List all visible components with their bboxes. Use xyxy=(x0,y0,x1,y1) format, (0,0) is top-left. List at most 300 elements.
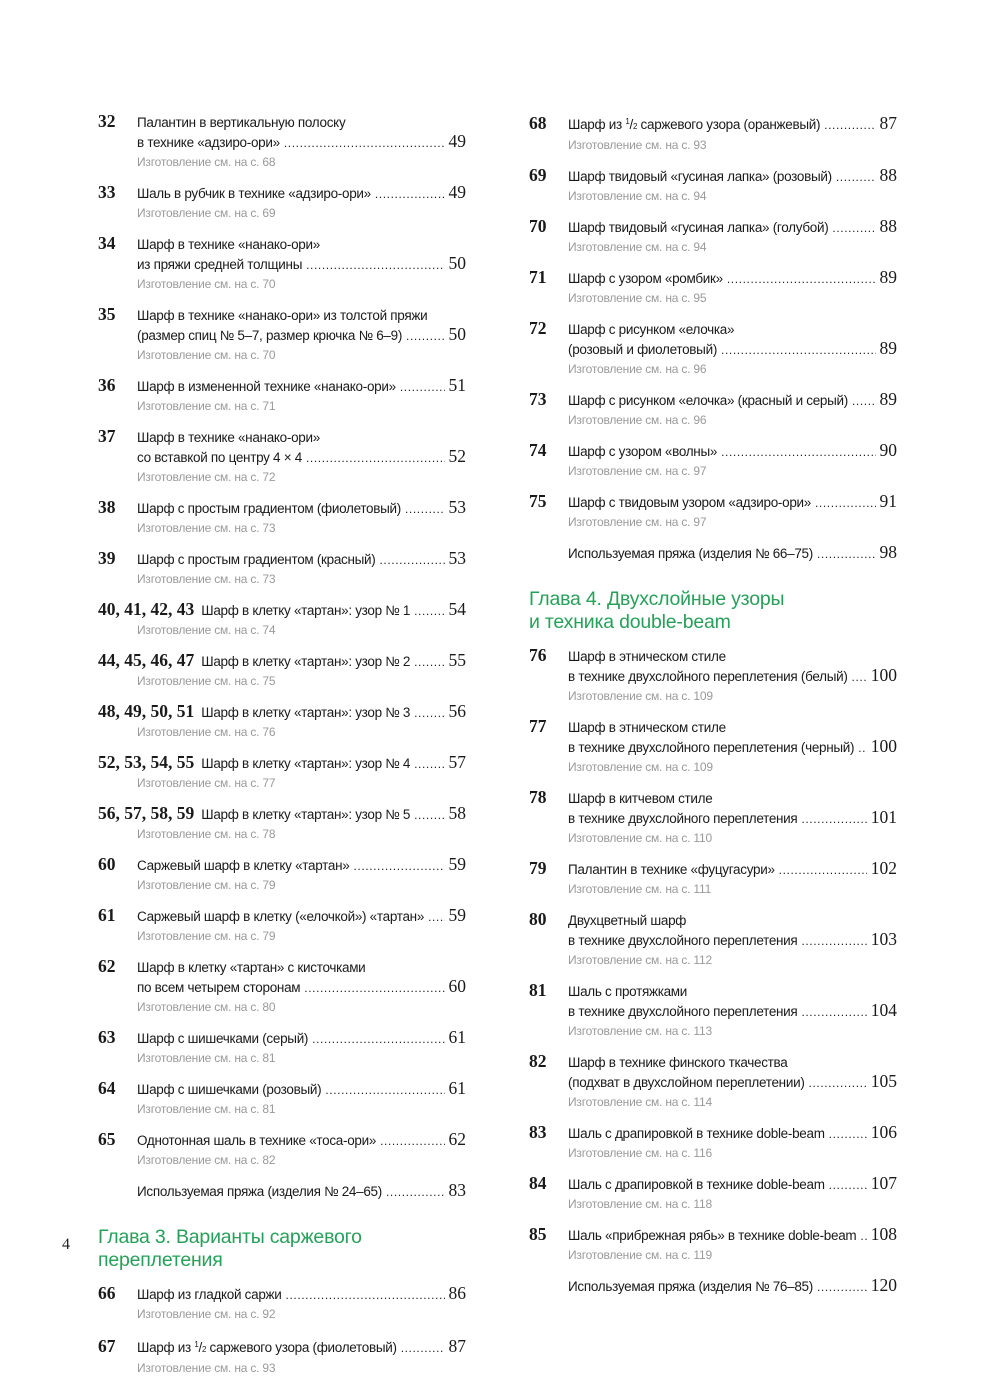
entry-title: Саржевый шарф в клетку «тартан» xyxy=(137,858,350,873)
entry-line xyxy=(529,808,897,829)
toc-entry-40 xyxy=(98,600,466,639)
page-number: 55 xyxy=(448,650,466,670)
entry-title: Шаль «прибрежная рябь» в технике doble-beam xyxy=(568,1228,857,1243)
entry-title: Шарф в технике «нанако-ори» xyxy=(137,237,320,252)
leader-dots xyxy=(286,1286,445,1305)
leader-dots xyxy=(721,443,875,462)
entry-line xyxy=(98,702,466,723)
production-reference: Изготовление см. на с. 73 xyxy=(137,572,276,586)
production-reference: Изготовление см. на с. 69 xyxy=(137,206,276,220)
entry-line xyxy=(529,319,897,339)
title-part: Шарф из xyxy=(568,117,626,132)
entry-line xyxy=(98,234,466,254)
production-reference: Изготовление см. на с. 109 xyxy=(568,760,713,774)
leader-dots xyxy=(852,668,867,687)
leader-dots xyxy=(414,704,444,723)
page-number: 87 xyxy=(879,113,897,133)
entry-number: 78 xyxy=(529,787,547,807)
entry-title: Шарф в измененной технике «нанако-ори» xyxy=(137,379,396,394)
leader-dots xyxy=(306,449,445,468)
leader-dots xyxy=(860,1227,866,1246)
page-number: 50 xyxy=(448,324,466,344)
leader-dots xyxy=(801,1003,866,1022)
toc-entry-85 xyxy=(529,1225,897,1264)
entry-title: Шарф с твидовым узором «адзиро-ори» xyxy=(568,495,811,510)
page-folio: 4 xyxy=(62,1236,70,1253)
production-reference: Изготовление см. на с. 79 xyxy=(137,878,276,892)
entry-number: 40, 41, 42, 43 xyxy=(98,599,195,619)
toc-entry-83 xyxy=(529,1123,897,1162)
entry-line xyxy=(98,1130,466,1151)
toc-entry-33 xyxy=(98,183,466,222)
entry-line xyxy=(98,804,466,825)
entry-title: (размер спиц № 5–7, размер крючка № 6–9) xyxy=(137,328,403,343)
entry-number: 82 xyxy=(529,1051,547,1071)
entry-title: из пряжи средней толщины xyxy=(137,257,303,272)
entry-number: 34 xyxy=(98,233,116,253)
entry-line xyxy=(98,376,466,397)
entry-number: 63 xyxy=(98,1027,116,1047)
leader-dots xyxy=(817,1278,867,1297)
page-number: 101 xyxy=(870,807,897,827)
entry-title: Шарф с простым градиентом (фиолетовый) xyxy=(137,501,401,516)
toc-entry-76 xyxy=(529,646,897,705)
entry-line xyxy=(98,498,466,519)
page-number: 91 xyxy=(879,491,897,511)
production-reference: Изготовление см. на с. 81 xyxy=(137,1102,276,1116)
toc-entry-77 xyxy=(529,717,897,776)
production-reference: Изготовление см. на с. 80 xyxy=(137,1000,276,1014)
entry-title xyxy=(568,112,820,136)
leader-dots xyxy=(380,1132,444,1151)
page-number: 100 xyxy=(870,665,897,685)
entry-number: 70 xyxy=(529,216,547,236)
entry-title: в технике двухслойного переплетения xyxy=(568,811,798,826)
toc-entry-79 xyxy=(529,859,897,898)
leader-dots xyxy=(304,979,444,998)
entry-number: 32 xyxy=(98,111,116,131)
production-reference: Изготовление см. на с. 75 xyxy=(137,674,276,688)
entry-line xyxy=(529,390,897,411)
leader-dots xyxy=(312,1030,444,1049)
fraction-numerator: 1 xyxy=(194,1340,199,1349)
entry-line xyxy=(98,855,466,876)
production-reference: Изготовление см. на с. 93 xyxy=(568,138,707,152)
entry-title: Шарф с рисунком «елочка» xyxy=(568,322,735,337)
production-reference: Изготовление см. на с. 70 xyxy=(137,277,276,291)
page-number: 86 xyxy=(448,1283,466,1303)
entry-line xyxy=(529,1052,897,1072)
chapter-3-heading xyxy=(98,1226,466,1272)
entry-number: 73 xyxy=(529,389,547,409)
entry-title: Саржевый шарф в клетку («елочкой») «тартан» xyxy=(137,909,425,924)
entry-line xyxy=(529,268,897,289)
toc-entry-66 xyxy=(98,1284,466,1323)
entry-title: Шарф в технике финского ткачества xyxy=(568,1055,788,1070)
production-reference: Изготовление см. на с. 68 xyxy=(137,155,276,169)
title-part: саржевого узора (фиолетовый) xyxy=(206,1340,397,1355)
entry-title: Шарф с узором «волны» xyxy=(568,444,718,459)
entry-line xyxy=(98,1079,466,1100)
production-reference: Изготовление см. на с. 96 xyxy=(568,362,707,376)
chapter-4-title-line-2: и техника double-beam xyxy=(529,611,731,633)
toc-entry-64 xyxy=(98,1079,466,1118)
entry-title: Шарф с рисунком «елочка» (красный и серый) xyxy=(568,393,848,408)
leader-dots xyxy=(386,1183,445,1202)
production-reference: Изготовление см. на с. 82 xyxy=(137,1153,276,1167)
page-number: 89 xyxy=(879,338,897,358)
entry-line xyxy=(529,1072,897,1093)
entry-number: 68 xyxy=(529,113,547,133)
toc-entry-37 xyxy=(98,427,466,486)
entry-line xyxy=(98,600,466,621)
toc-entry-84 xyxy=(529,1174,897,1213)
entry-line xyxy=(529,492,897,513)
production-reference: Изготовление см. на с. 97 xyxy=(568,464,707,478)
toc-entry-61 xyxy=(98,906,466,945)
toc-entry-60 xyxy=(98,855,466,894)
page-number: 103 xyxy=(870,929,897,949)
production-reference: Изготовление см. на с. 78 xyxy=(137,827,276,841)
entry-line xyxy=(529,166,897,187)
toc-entry-62 xyxy=(98,957,466,1016)
yarn-label: Используемая пряжа (изделия № 76–85) xyxy=(568,1279,813,1294)
page-number: 98 xyxy=(879,542,897,562)
production-reference: Изготовление см. на с. 92 xyxy=(137,1307,276,1321)
entry-title: Шаль с драпировкой в технике doble-beam xyxy=(568,1177,825,1192)
production-reference: Изготовление см. на с. 94 xyxy=(568,240,707,254)
toc-right-column xyxy=(529,112,897,1313)
entry-number: 56, 57, 58, 59 xyxy=(98,803,195,823)
fraction-slash: / xyxy=(629,117,633,132)
entry-number: 61 xyxy=(98,905,116,925)
page-number: 58 xyxy=(448,803,466,823)
toc-entry-74 xyxy=(529,441,897,480)
entry-title: (подхват в двухслойном переплетении) xyxy=(568,1075,805,1090)
entry-number: 44, 45, 46, 47 xyxy=(98,650,195,670)
entry-number: 81 xyxy=(529,980,547,1000)
leader-dots xyxy=(428,908,444,927)
leader-dots xyxy=(284,134,445,153)
page-number: 54 xyxy=(448,599,466,619)
leader-dots xyxy=(375,185,445,204)
toc-entry-69 xyxy=(529,166,897,205)
chapter-3-title-line-2: переплетения xyxy=(98,1249,223,1271)
toc-entry-75 xyxy=(529,492,897,531)
entry-title: Шаль с протяжками xyxy=(568,984,688,999)
toc-entry-56 xyxy=(98,804,466,843)
page-number: 107 xyxy=(870,1173,897,1193)
entry-line xyxy=(529,339,897,360)
toc-entry-67 xyxy=(98,1335,466,1377)
leader-dots xyxy=(414,602,444,621)
entry-number: 74 xyxy=(529,440,547,460)
production-reference: Изготовление см. на с. 116 xyxy=(568,1146,712,1160)
entry-title: в технике двухслойного переплетения xyxy=(568,933,798,948)
entry-title: в технике двухслойного переплетения (черный) xyxy=(568,740,855,755)
entry-line xyxy=(529,441,897,462)
entry-line xyxy=(529,717,897,737)
entry-title xyxy=(137,1335,397,1359)
entry-line xyxy=(529,1001,897,1022)
leader-dots xyxy=(824,116,875,135)
chapter-3-title-line-1: Глава 3. Варианты саржевого xyxy=(98,1226,362,1248)
leader-dots xyxy=(815,494,876,513)
entry-line xyxy=(98,1335,466,1359)
fraction-numerator: 1 xyxy=(625,117,630,126)
entry-number: 85 xyxy=(529,1224,547,1244)
entry-title: Шарф в этническом стиле xyxy=(568,649,726,664)
toc-entry-82 xyxy=(529,1052,897,1111)
chapter-4-entries xyxy=(529,646,897,1264)
entry-title: со вставкой по центру 4 × 4 xyxy=(137,450,302,465)
entry-number: 35 xyxy=(98,304,116,324)
production-reference: Изготовление см. на с. 112 xyxy=(568,953,712,967)
entry-line xyxy=(98,427,466,447)
page-number: 89 xyxy=(879,389,897,409)
leader-dots xyxy=(405,500,445,519)
leader-dots xyxy=(380,551,445,570)
entry-title: Шарф в клетку «тартан»: узор № 5 xyxy=(201,807,411,822)
entry-line xyxy=(529,859,897,880)
entry-line xyxy=(98,651,466,672)
entry-title: Шарф с шишечками (серый) xyxy=(137,1031,309,1046)
entry-number: 48, 49, 50, 51 xyxy=(98,701,195,721)
toc-entry-34 xyxy=(98,234,466,293)
entry-title: Шарф в технике «нанако-ори» из толстой пряжи xyxy=(137,308,428,323)
page-number: 49 xyxy=(448,131,466,151)
page-number: 106 xyxy=(870,1122,897,1142)
yarn-entry-24-65 xyxy=(98,1181,466,1202)
page-number: 87 xyxy=(448,1336,466,1356)
leader-dots xyxy=(801,810,866,829)
page-number: 52 xyxy=(448,446,466,466)
entry-line xyxy=(529,1123,897,1144)
entry-number: 37 xyxy=(98,426,116,446)
leader-dots xyxy=(858,739,867,758)
entry-line xyxy=(98,906,466,927)
page-number: 53 xyxy=(448,548,466,568)
page-number: 88 xyxy=(879,165,897,185)
production-reference: Изготовление см. на с. 93 xyxy=(137,1361,276,1375)
leader-dots xyxy=(801,932,866,951)
production-reference: Изготовление см. на с. 96 xyxy=(568,413,707,427)
leader-dots xyxy=(414,653,444,672)
entry-title: Шарф с простым градиентом (красный) xyxy=(137,552,376,567)
entry-line xyxy=(529,666,897,687)
page-number: 51 xyxy=(448,375,466,395)
entry-number: 38 xyxy=(98,497,116,517)
entry-line xyxy=(98,183,466,204)
production-reference: Изготовление см. на с. 73 xyxy=(137,521,276,535)
toc-right-top-entries xyxy=(529,112,897,154)
toc-entry-38 xyxy=(98,498,466,537)
entry-line xyxy=(529,646,897,666)
page-number: 104 xyxy=(870,1000,897,1020)
entry-line xyxy=(529,1225,897,1246)
toc-entry-63 xyxy=(98,1028,466,1067)
entry-title: Шарф в клетку «тартан»: узор № 1 xyxy=(201,603,411,618)
toc-entry-68 xyxy=(529,112,897,154)
production-reference: Изготовление см. на с. 81 xyxy=(137,1051,276,1065)
page-number: 61 xyxy=(448,1078,466,1098)
production-reference: Изготовление см. на с. 95 xyxy=(568,291,707,305)
page-number: 59 xyxy=(448,905,466,925)
toc-entry-81 xyxy=(529,981,897,1040)
entry-line xyxy=(98,325,466,346)
production-reference: Изготовление см. на с. 79 xyxy=(137,929,276,943)
entry-line xyxy=(98,254,466,275)
page-number: 57 xyxy=(448,752,466,772)
toc-entry-72 xyxy=(529,319,897,378)
chapter-4-heading xyxy=(529,588,897,634)
entry-number: 71 xyxy=(529,267,547,287)
page-number: 62 xyxy=(448,1129,466,1149)
production-reference: Изготовление см. на с. 111 xyxy=(568,882,712,896)
entry-line xyxy=(98,1028,466,1049)
production-reference: Изготовление см. на с. 74 xyxy=(137,623,276,637)
fraction-denominator: 2 xyxy=(201,1345,207,1354)
entry-line xyxy=(98,132,466,153)
entry-title: в технике «адзиро-ори» xyxy=(137,135,280,150)
entry-title: Однотонная шаль в технике «тоса-ори» xyxy=(137,1133,377,1148)
leader-dots xyxy=(852,392,876,411)
production-reference: Изготовление см. на с. 119 xyxy=(568,1248,712,1262)
entry-number: 67 xyxy=(98,1336,116,1356)
entry-title: (розовый и фиолетовый) xyxy=(568,342,718,357)
toc-entry-48 xyxy=(98,702,466,741)
entry-number: 33 xyxy=(98,182,116,202)
toc-entry-73 xyxy=(529,390,897,429)
page-number: 60 xyxy=(448,976,466,996)
entry-line xyxy=(98,1284,466,1305)
yarn-entry-66-75 xyxy=(529,543,897,564)
entry-title: Палантин в вертикальную полоску xyxy=(137,115,346,130)
entry-title: Шарф твидовый «гусиная лапка» (голубой) xyxy=(568,220,829,235)
page-number: 56 xyxy=(448,701,466,721)
entry-line xyxy=(98,957,466,977)
toc-entry-35 xyxy=(98,305,466,364)
page-number: 105 xyxy=(870,1071,897,1091)
entry-number: 62 xyxy=(98,956,116,976)
leader-dots xyxy=(414,755,444,774)
chapter-3-entries xyxy=(98,1284,466,1377)
entry-title: Шарф с узором «ромбик» xyxy=(568,271,723,286)
entry-title: Шарф в клетку «тартан»: узор № 3 xyxy=(201,705,411,720)
entry-line xyxy=(98,549,466,570)
leader-dots xyxy=(306,256,444,275)
toc-entry-32 xyxy=(98,112,466,171)
title-part: Шарф из гладкой саржи xyxy=(137,1287,282,1302)
entry-number: 69 xyxy=(529,165,547,185)
yarn-label: Используемая пряжа (изделия № 24–65) xyxy=(137,1184,382,1199)
entry-line xyxy=(529,737,897,758)
entry-line xyxy=(98,447,466,468)
entry-title: Шаль в рубчик в технике «адзиро-ори» xyxy=(137,186,371,201)
leader-dots xyxy=(829,1125,867,1144)
production-reference: Изготовление см. на с. 114 xyxy=(568,1095,712,1109)
toc-entry-80 xyxy=(529,910,897,969)
leader-dots xyxy=(401,1339,445,1358)
leader-dots xyxy=(832,219,875,238)
production-reference: Изготовление см. на с. 94 xyxy=(568,189,707,203)
entry-number: 66 xyxy=(98,1283,116,1303)
entry-title: в технике двухслойного переплетения (белый) xyxy=(568,669,848,684)
entry-title xyxy=(137,1285,282,1304)
leader-dots xyxy=(353,857,444,876)
leader-dots xyxy=(829,1176,867,1195)
chapter-4-title-line-1: Глава 4. Двухслойные узоры xyxy=(529,588,785,610)
entry-line xyxy=(529,112,897,136)
entry-line xyxy=(529,981,897,1001)
leader-dots xyxy=(779,861,867,880)
entry-line xyxy=(529,930,897,951)
production-reference: Изготовление см. на с. 76 xyxy=(137,725,276,739)
yarn-label: Используемая пряжа (изделия № 66–75) xyxy=(568,546,813,561)
entry-title: по всем четырем сторонам xyxy=(137,980,301,995)
page-number: 108 xyxy=(870,1224,897,1244)
leader-dots xyxy=(817,545,876,564)
entry-line xyxy=(98,753,466,774)
entry-title: Шарф в клетку «тартан»: узор № 2 xyxy=(201,654,411,669)
entry-number: 77 xyxy=(529,716,547,736)
leader-dots xyxy=(400,378,445,397)
entry-number: 75 xyxy=(529,491,547,511)
leader-dots xyxy=(325,1081,444,1100)
entry-line xyxy=(98,112,466,132)
entry-number: 76 xyxy=(529,645,547,665)
page-number: 102 xyxy=(870,858,897,878)
page-number: 88 xyxy=(879,216,897,236)
fraction-denominator: 2 xyxy=(632,122,638,131)
entry-number: 36 xyxy=(98,375,116,395)
entry-number: 80 xyxy=(529,909,547,929)
production-reference: Изготовление см. на с. 97 xyxy=(568,515,707,529)
page-number: 49 xyxy=(448,182,466,202)
entry-number: 84 xyxy=(529,1173,547,1193)
entry-line xyxy=(529,217,897,238)
leader-dots xyxy=(727,270,876,289)
entry-title: Шарф твидовый «гусиная лапка» (розовый) xyxy=(568,169,832,184)
page-number: 50 xyxy=(448,253,466,273)
entry-title: Палантин в технике «фуцугасури» xyxy=(568,862,775,877)
toc-right-entries xyxy=(529,166,897,531)
entry-number: 79 xyxy=(529,858,547,878)
leader-dots xyxy=(721,341,875,360)
entry-number: 65 xyxy=(98,1129,116,1149)
page-number: 120 xyxy=(870,1275,897,1295)
entry-line xyxy=(529,788,897,808)
entry-number: 60 xyxy=(98,854,116,874)
leader-dots xyxy=(406,327,444,346)
entry-title: Шарф в клетку «тартан» с кисточками xyxy=(137,960,366,975)
entry-line xyxy=(529,1174,897,1195)
entry-title: в технике двухслойного переплетения xyxy=(568,1004,798,1019)
leader-dots xyxy=(809,1074,867,1093)
production-reference: Изготовление см. на с. 71 xyxy=(137,399,276,413)
entry-title: Шарф в технике «нанако-ори» xyxy=(137,430,320,445)
entry-number: 39 xyxy=(98,548,116,568)
page-number: 90 xyxy=(879,440,897,460)
toc-entry-44 xyxy=(98,651,466,690)
leader-dots xyxy=(414,806,444,825)
toc-entry-36 xyxy=(98,376,466,415)
toc-entry-78 xyxy=(529,788,897,847)
toc-left-entries xyxy=(98,112,466,1169)
page-number: 89 xyxy=(879,267,897,287)
entry-line xyxy=(529,910,897,930)
toc-entry-70 xyxy=(529,217,897,256)
